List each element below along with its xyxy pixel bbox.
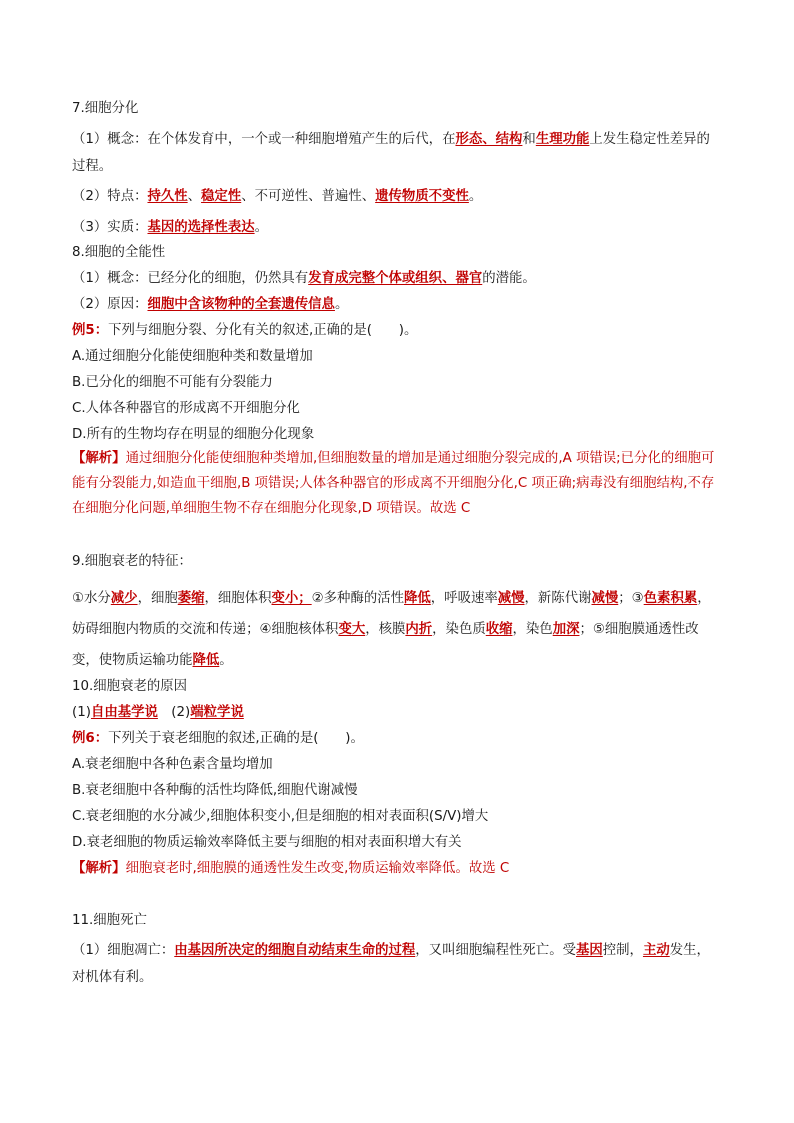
text: ，染色: [512, 622, 553, 637]
section-9-features: [72, 583, 722, 676]
keyword: 稳定性: [201, 189, 242, 204]
text: 、不可逆性、普遍性、: [241, 189, 376, 204]
section-11-apoptosis: [72, 937, 722, 991]
keyword: 降低: [404, 591, 431, 606]
keyword: 变小；: [271, 591, 312, 606]
text: 。: [468, 189, 483, 204]
keyword: 加深: [552, 622, 580, 637]
keyword: 细胞中含该物种的全套遗传信息: [147, 297, 335, 312]
keyword: 自由基学说: [90, 705, 158, 720]
keyword: 减慢: [497, 591, 525, 606]
text: ①水分: [72, 591, 111, 606]
keyword: 基因: [575, 943, 603, 958]
text: ，细胞: [137, 591, 178, 606]
option-d: D.所有的生物均存在明显的细胞分化现象: [72, 427, 315, 442]
text: 发生，对机体有利。: [72, 943, 710, 985]
keyword: 生理功能: [535, 132, 590, 147]
section-8-concept: [72, 268, 722, 290]
text: ②多种酶的活性: [311, 591, 405, 606]
example-6-analysis: [72, 858, 722, 880]
keyword: 基因的选择性表达: [147, 220, 255, 235]
keyword: 主动: [642, 943, 670, 958]
text: （2）原因：: [72, 297, 148, 312]
section-10-reasons: [72, 702, 722, 724]
keyword: 收缩: [485, 622, 513, 637]
section-7-features: [72, 186, 722, 208]
section-8-title: 8.细胞的全能性: [72, 245, 166, 260]
keyword: 由基因所决定的细胞自动结束生命的过程: [174, 943, 416, 958]
text: 上发生稳定性差异的过程。: [72, 132, 710, 174]
section-7-essence: [72, 217, 722, 239]
text: 和: [522, 132, 536, 147]
text: 。: [334, 297, 349, 312]
keyword: 减慢: [591, 591, 619, 606]
option-a: A.衰老细胞中各种色素含量均增加: [72, 757, 273, 772]
option-c: C.衰老细胞的水分减少,细胞体积变小,但是细胞的相对表面积(S/V)增大: [72, 809, 489, 824]
text: 控制，: [602, 943, 643, 958]
analysis-text: 通过细胞分化能使细胞种类增加,但细胞数量的增加是通过细胞分裂完成的,A 项错误;已分化的细胞可能有分裂能力,如造血干细胞,B 项错误;人体各种器官的形成离不开细胞分化,C 项正确;病毒没有细胞结构,不存在细胞分化问题,单细胞生物不存在细胞分化现象,D 项错误。故选 C: [72, 451, 715, 516]
example-6-stem: [72, 728, 722, 750]
text: 。: [219, 653, 233, 668]
text: 的潜能。: [482, 271, 536, 286]
analysis-text: 细胞衰老时,细胞膜的通透性发生改变,物质运输效率降低。故选 C: [125, 861, 510, 876]
text: （2）特点：: [72, 189, 148, 204]
section-9-title: 9.细胞衰老的特征：: [72, 554, 192, 569]
section-11-title: 11.细胞死亡: [72, 913, 147, 928]
section-8-reason: [72, 294, 722, 316]
text: (2): [157, 705, 191, 720]
text: ；⑤细胞膜通透性改变，使物质运输功能: [72, 622, 699, 668]
option-a: A.通过细胞分化能使细胞种类和数量增加: [72, 349, 313, 364]
keyword: 色素积累: [643, 591, 698, 606]
example-5-analysis: [72, 446, 722, 521]
keyword: 持久性: [147, 189, 188, 204]
analysis-label: 【解析】: [72, 451, 126, 466]
text: ；③: [618, 591, 644, 606]
document-page: [72, 98, 722, 991]
keyword: 变大: [338, 622, 366, 637]
keyword: 减少: [110, 591, 138, 606]
option-b: B.已分化的细胞不可能有分裂能力: [72, 375, 273, 390]
keyword: 发育成完整个体或组织、器官: [308, 271, 483, 286]
analysis-label: 【解析】: [72, 861, 126, 876]
keyword: 降低: [192, 653, 220, 668]
text: ，染色质: [432, 622, 486, 637]
text: ，呼吸速率: [430, 591, 498, 606]
option-d: D.衰老细胞的物质运输效率降低主要与细胞的相对表面积增大有关: [72, 835, 462, 850]
text: (1): [72, 705, 91, 720]
keyword: 端粒学说: [190, 705, 244, 720]
keyword: 遗传物质不变性: [375, 189, 469, 204]
text: （1）概念：已经分化的细胞，仍然具有: [72, 271, 309, 286]
text: 、: [187, 189, 202, 204]
keyword: 内折: [405, 622, 433, 637]
text: （1）概念：在个体发育中，一个或一种细胞增殖产生的后代，在: [72, 132, 456, 147]
option-c: C.人体各种器官的形成离不开细胞分化: [72, 401, 300, 416]
text: ，妨碍细胞内物质的交流和传递；④细胞核体积: [72, 591, 711, 637]
text: ，新陈代谢: [524, 591, 592, 606]
example-label: 例6：: [72, 731, 109, 746]
text: 下列与细胞分裂、分化有关的叙述,正确的是( )。: [108, 323, 418, 338]
keyword: 萎缩: [177, 591, 205, 606]
text: （3）实质：: [72, 220, 148, 235]
text: 。: [254, 220, 268, 235]
section-10-title: 10.细胞衰老的原因: [72, 679, 188, 694]
text: ，又叫细胞编程性死亡。受: [415, 943, 576, 958]
text: （1）细胞凋亡：: [72, 943, 175, 958]
option-b: B.衰老细胞中各种酶的活性均降低,细胞代谢减慢: [72, 783, 358, 798]
section-7-title: 7.细胞分化: [72, 101, 139, 116]
example-5-stem: [72, 320, 722, 342]
text: ，细胞体积: [204, 591, 272, 606]
text: 下列关于衰老细胞的叙述,正确的是( )。: [108, 731, 364, 746]
text: ，核膜: [365, 622, 406, 637]
keyword: 形态、结构: [455, 132, 523, 147]
example-label: 例5：: [72, 323, 109, 338]
section-7-concept: [72, 126, 722, 180]
